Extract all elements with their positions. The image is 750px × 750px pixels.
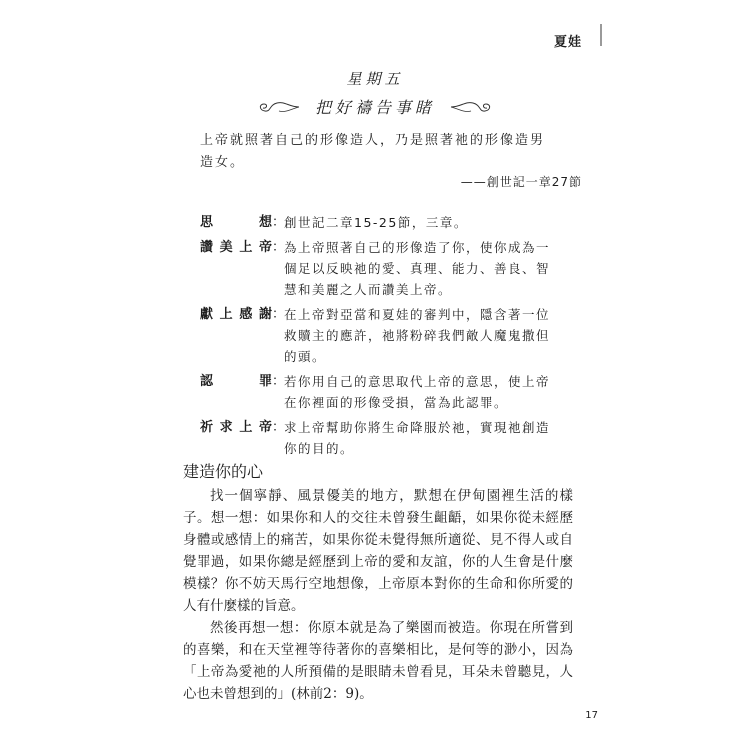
sub-title: 把好禱告事睹 (314, 98, 435, 117)
prayer-colon: ： (272, 240, 286, 255)
left-flourish-icon (255, 99, 301, 115)
prayer-label: 祈求上帝 (200, 420, 272, 435)
body-paragraph: 然後再想一想：你原本就是為了樂園而被造。你現在所嘗到的喜樂，和在天堂裡等待著你的喜樂相比，是何等的渺小，因為「上帝為愛祂的人所預備的是眼睛未曾看見，耳朵未曾聽見，人心也未曾想到的」(林前2：9)。 (183, 620, 573, 702)
scripture-verse: 上帝就照著自己的形像造人，乃是照著祂的形像造男造女。 (200, 133, 546, 170)
prayer-text: 求上帝幫助你將生命降服於祂，實現祂創造你的目的。 (284, 420, 551, 456)
prayer-colon: ： (272, 420, 286, 435)
scripture-reference: ——創世記一章27節 (460, 175, 582, 189)
prayer-colon: ： (272, 215, 286, 230)
page-number: 17 (585, 710, 598, 721)
prayer-row-petition (200, 417, 560, 459)
prayer-colon: ： (272, 307, 286, 322)
prayer-label: 獻上感謝 (200, 307, 272, 322)
right-flourish-icon (449, 99, 495, 115)
body-text (183, 485, 573, 705)
prayer-row-confess (200, 371, 560, 413)
prayer-text: 若你用自己的意思取代上帝的意思，使上帝在你裡面的形像受損，當為此認罪。 (284, 374, 551, 410)
prayer-text: 創世記二章15-25節，三章。 (284, 215, 468, 230)
title-block (0, 68, 750, 118)
prayer-guide (200, 212, 560, 463)
prayer-label: 思想 (200, 215, 272, 230)
header-rule (600, 24, 602, 46)
prayer-row-praise (200, 237, 560, 300)
prayer-text: 為上帝照著自己的形像造了你，使你成為一個足以反映祂的愛、真理、能力、善良、智慧和美麗之人而讚美上帝。 (284, 240, 551, 297)
prayer-label: 讚美上帝 (200, 240, 272, 255)
section-heading: 建造你的心 (183, 462, 264, 481)
subtitle-row (0, 95, 750, 118)
prayer-text: 在上帝對亞當和夏娃的審判中，隱含著一位救贖主的應許，祂將粉碎我們敵人魔鬼撒但的頭。 (284, 307, 551, 364)
prayer-row-meditate (200, 212, 560, 233)
prayer-label: 認罪 (200, 374, 272, 389)
running-head: 夏娃 (553, 35, 582, 50)
prayer-row-thanks (200, 304, 560, 367)
body-paragraph: 找一個寧靜、風景優美的地方，默想在伊甸園裡生活的樣子。想一想：如果你和人的交往未曾發生齟齬，如果你從未經歷身體或感情上的痛苦，如果你從未覺得無所適從、見不得人或自覺罪過，如果你總是經歷到上帝的愛和友誼，你的人生會是什麼模樣？你不妨天馬行空地想像，上帝原本對你的生命和你所愛的人有什麼樣的旨意。 (183, 488, 573, 614)
day-title: 星期五 (346, 70, 404, 88)
prayer-colon: ： (272, 374, 286, 389)
